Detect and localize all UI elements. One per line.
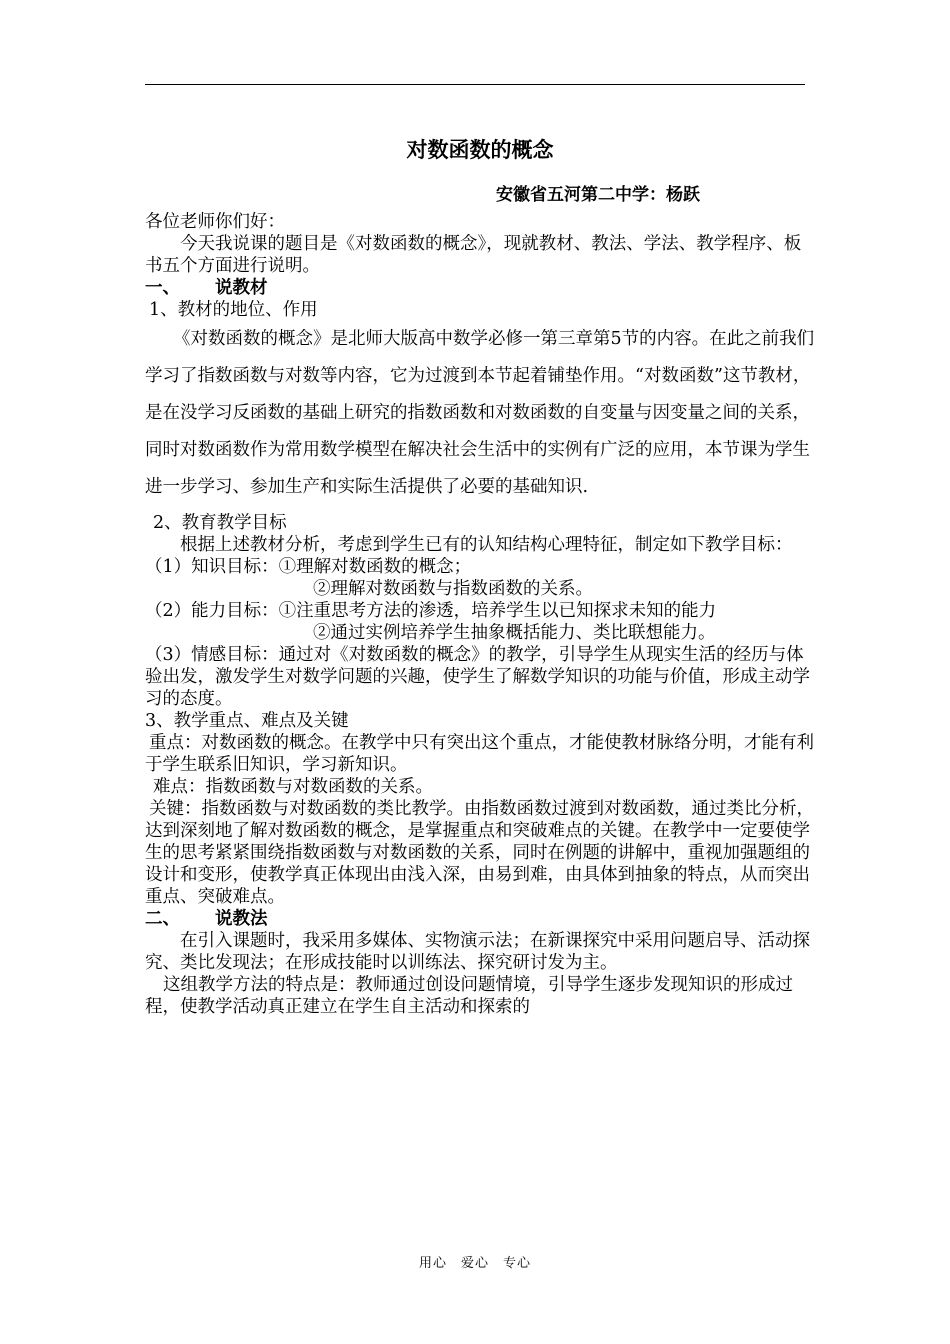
section-1-title: 说教材 (215, 278, 268, 298)
page-footer: 用心 爱心 专心 (418, 1256, 531, 1271)
section-2-title: 说教法 (215, 909, 268, 929)
key-text: 关键：指数函数与对数函数的类比教学。由指数函数过渡到对数函数，通过类比分析，达到深刻地了解对数函数的概念，是掌握重点和突破难点的关键。在教学中一定要使学生的思考紧紧围绕指数函数与对数函数的关系，同时在例题的讲解中，重视加强题组的设计和变形，使教学真正体现出由浅入深，由易到难，由具体到抽象的特点，从而突出重点、突破难点。 (145, 799, 814, 907)
goal-knowledge-b: ②理解对数函数与指数函数的关系。 (313, 579, 593, 599)
goal-emotion: （3）情感目标：通过对《对数函数的概念》的教学，引导学生从现实生活的经历与体验出发，激发学生对数学问题的兴趣，使学生了解数学知识的功能与价值，形成主动学习的态度。 (145, 645, 810, 709)
goal-knowledge-a: （1）知识目标：①理解对数函数的概念； (145, 557, 472, 577)
subsection-1-3: 3、教学重点、难点及关键 (145, 711, 349, 731)
subsection-1-1-text: 《对数函数的概念》是北师大版高中数学必修一第三章第5节的内容。在此之前我们学习了指数函数与对数等内容，它为过渡到本节起着铺垫作用。“对数函数”这节教材，是在没学习反函数的基础上研究的指数函数和对数函数的自变量与因变量之间的关系，同时对数函数作为常用数学模型在解决社会生活中的实例有广泛的应用，本节课为学生进一步学习、参加生产和实际生活提供了必要的基础知识. (145, 329, 815, 497)
header-rule (145, 84, 805, 85)
section-2-text-2: 这组教学方法的特点是：教师通过创设问题情境，引导学生逐步发现知识的形成过程，使教学活动真正建立在学生自主活动和探索的 (145, 975, 793, 1017)
subsection-1-2: 2、教育教学目标 (153, 513, 287, 533)
intro-paragraph: 今天我说课的题目是《对数函数的概念》，现就教材、教法、学法、教学程序、板书五个方面进行说明。 (145, 234, 802, 276)
greeting: 各位老师你们好： (145, 212, 285, 232)
section-2-number: 二、 (145, 909, 180, 929)
difficulty-text: 难点：指数函数与对数函数的关系。 (153, 777, 433, 797)
subsection-1-2-text: 根据上述教材分析，考虑到学生已有的认知结构心理特征，制定如下教学目标： (180, 535, 793, 555)
section-2-text-1: 在引入课题时，我采用多媒体、实物演示法；在新课探究中采用问题启导、活动探究、类比发现法；在形成技能时以训练法、探究研讨发为主。 (145, 931, 810, 973)
doc-author: 安徽省五河第二中学：杨跃 (496, 185, 700, 205)
key-point-text: 重点：对数函数的概念。在教学中只有突出这个重点，才能使教材脉络分明，才能有利于学生联系旧知识，学习新知识。 (145, 733, 814, 775)
subsection-1-1: 1、教材的地位、作用 (149, 300, 318, 320)
section-1-number: 一、 (145, 278, 180, 298)
doc-title: 对数函数的概念 (406, 137, 554, 162)
goal-ability-a: （2）能力目标：①注重思考方法的渗透，培养学生以已知探求未知的能力 (145, 601, 717, 621)
section-2-heading (145, 908, 815, 930)
document-body (145, 130, 815, 1018)
goal-ability-b: ②通过实例培养学生抽象概括能力、类比联想能力。 (313, 623, 716, 643)
section-1-heading (145, 277, 815, 299)
